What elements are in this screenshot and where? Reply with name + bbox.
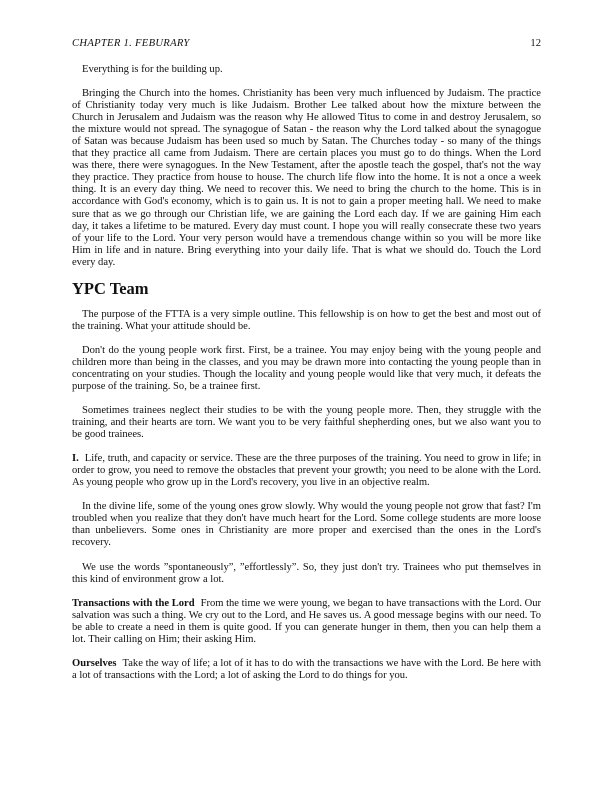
paragraph: Bringing the Church into the homes. Christianity has been very much influenced by Judaism. The practice of Christianity today very much is like Judaism. Brother Lee talked about how the mixture between the Church in Jerusalem and Judaism was the reason why He allowed Titus to come in and destroy Jerusalem, so the mixture would not spread. The synagogue of Satan - the reason why the Lord talked about the synagogue of Satan was because Judaism has been used so much by Satan. The Churches today - so many of the things that they practice all came from Judaism. There are certain places you must go to do things. When the Lord was there, there were synagogues. In the New Testament, after the apostle teach the gospel, that's not the way they practice. They practice from house to house. The church life flow into the home. It is not a once a week thing. It is an every day thing. We need to recover this. We need to bring the church to the home. This is in accordance with God's economy, which is to gain us. It is not to gain a proper meeting hall. We need to make sure that as we go through our Christian life, we are gaining the Lord each day. If we are gaining Him each day, it takes a lifetime to be matured. Every day must count. I hope you will really consecrate these two years of your life to the Lord. Your very person would have a tremendous change within so you will be more like Him in life and in nature. Bring everything into your daily life. That is what we should do. Touch the Lord every day. <box>72 88 541 268</box>
numbered-point <box>72 453 541 489</box>
section-heading: YPC Team <box>72 278 149 298</box>
chapter-title: CHAPTER 1. FEBURARY <box>72 38 190 49</box>
paragraph: We use the words ”spontaneously”, ”effortlessly”. So, they just don't try. Trainees who put themselves in this kind of environment grow a lot. <box>72 561 541 585</box>
paragraph: Don't do the young people work first. First, be a trainee. You may enjoy being with the young people and children more than being in the classes, and you may be drawn more into contacting the young people than in concentrating on your studies. Though the locality and young people would like that very much, it defeats the purpose of the training. So, be a trainee first. <box>72 344 541 392</box>
paragraph: In the divine life, some of the young ones grow slowly. Why would the young people not grow that fast? I'm troubled when you realize that they don't have much heart for the Lord. Some college students are more loose than unbelievers. Some ones in Christianity are more proper and exercised than the ones in the Lord's recovery. <box>72 501 541 549</box>
point-label: I. <box>72 453 79 465</box>
paragraph: The purpose of the FTTA is a very simple outline. This fellowship is on how to get the best and most out of the training. What your attitude should be. <box>72 308 541 332</box>
point-text: Life, truth, and capacity or service. These are the three purposes of the training. You need to grow in life; in order to grow, you need to remove the obstacles that prevent your growth; you need to be alone with the Lord. As young people who grow up in the Lord's recovery, you live in an objective realm. <box>72 453 541 489</box>
transactions-paragraph <box>72 598 541 646</box>
paragraph: Sometimes trainees neglect their studies to be with the young people more. Then, they struggle with the training, and their hearts are torn. We want you to be very faithful shepherding ones, but we also want you to be good trainees. <box>72 405 541 441</box>
running-header <box>72 38 541 56</box>
paragraph: Everything is for the building up. <box>82 64 223 75</box>
paragraph-text: From the time we were young, we began to have transactions with the Lord. Our salvation was such a thing. We cry out to the Lord, and He saves us. A good message begins with our need. To be able to create a need in them is quite good. If you can generate hunger in them, then you can help them a lot. Their calling on Him; their asking Him. <box>72 597 541 645</box>
runin-heading: Transactions with the Lord <box>72 597 195 609</box>
paragraph-text: Take the way of life; a lot of it has to do with the transactions we have with the Lord. Be here with a lot of transactions with the Lord; a lot of asking the Lord to do things for you. <box>72 657 541 681</box>
page-number: 12 <box>530 38 541 49</box>
document-page <box>72 38 541 682</box>
runin-heading: Ourselves <box>72 657 117 669</box>
ourselves-paragraph <box>72 658 541 682</box>
